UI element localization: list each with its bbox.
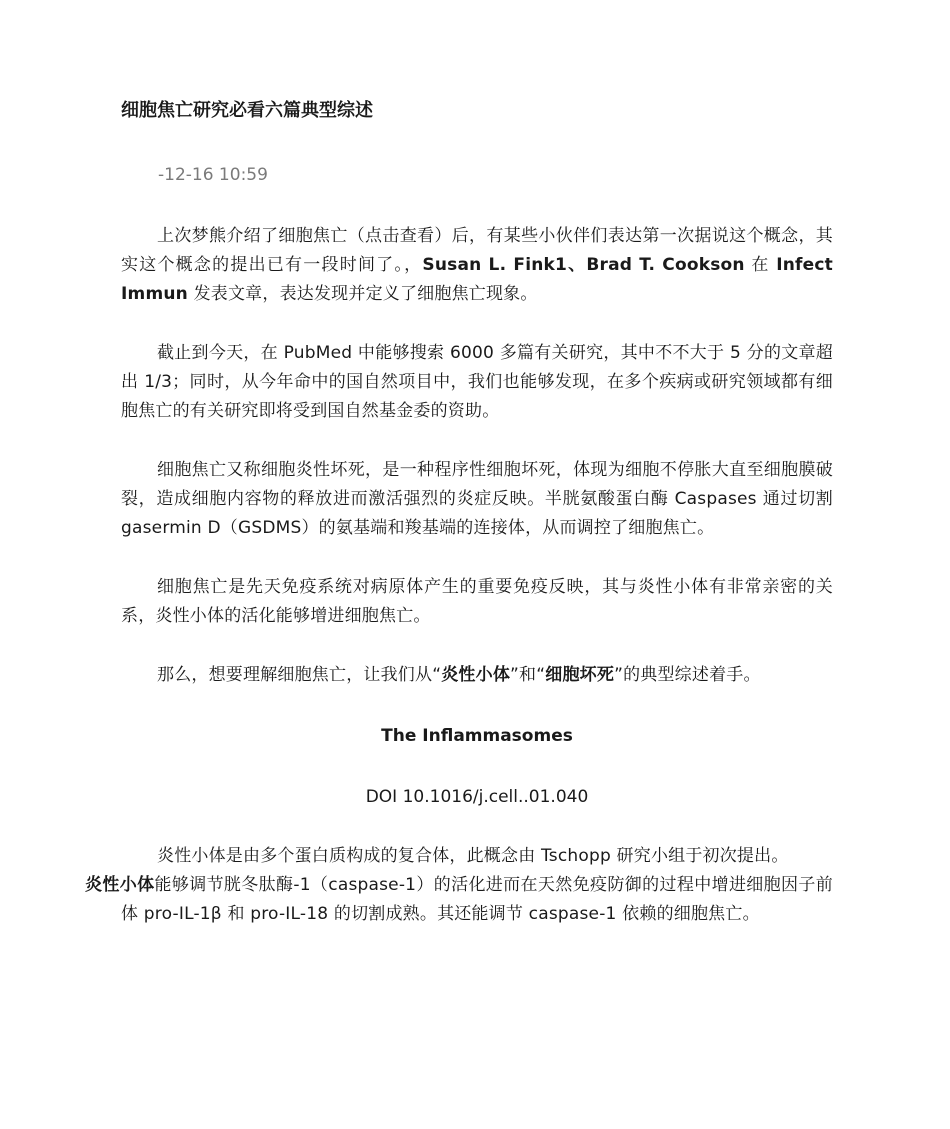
doi-reference: DOI 10.1016/j.cell..01.040 xyxy=(365,787,589,807)
paragraph-reviews xyxy=(121,661,833,690)
intro-text: 上次梦熊介绍了细胞焦亡（点击查看）后，有某些小伙伴们表达第一次据说这个概念，其实这个概念的提出已有一段时间了。， xyxy=(121,226,833,275)
paragraph-inflammasome xyxy=(85,842,833,929)
inflammasome-text-1: 炎性小体是由多个蛋白质构成的复合体，此概念由 Tschopp 研究小组于初次提出。 xyxy=(157,846,789,866)
intro-connector: 在 xyxy=(744,255,777,275)
inflammasome-text-2: 能够调节胱冬肽酶-1（caspase-1）的活化进而在天然免疫防御的过程中增进细胞因子前体 pro-IL-1β 和 pro-IL-18 的切割成熟。其还能调节 caspase-1 依赖的细胞焦亡。 xyxy=(121,875,833,924)
paragraph-intro xyxy=(121,222,833,309)
paragraph-pubmed: 截止到今天，在 PubMed 中能够搜索 6000 多篇有关研究，其中不不大于 5 分的文章超出 1/3；同时，从今年命中的国自然项目中，我们也能够发现，在多个疾病或研究领域都有细胞焦亡的有关研究即将受到国自然基金委的资助。 xyxy=(121,343,833,421)
paragraph-definition: 细胞焦亡又称细胞炎性坏死，是一种程序性细胞坏死，体现为细胞不停胀大直至细胞膜破裂，造成细胞内容物的释放进而激活强烈的炎症反映。半胱氨酸蛋白酶 Caspases 通过切割 gasermin D（GSDMS）的氨基端和羧基端的连接体，从而调控了细胞焦亡。 xyxy=(121,460,833,538)
term-necrosis: 细胞坏死 xyxy=(545,665,615,685)
article-title: 细胞焦亡研究必看六篇典型综述 xyxy=(121,100,373,121)
reviews-text-3: ”的典型综述着手。 xyxy=(614,665,761,685)
reviews-text-2: ”和“ xyxy=(510,665,546,685)
reviews-text-1: 那么，想要理解细胞焦亡，让我们从“ xyxy=(157,665,442,685)
authors: Susan L. Fink1、Brad T. Cookson xyxy=(422,255,745,275)
section-title: The Inflammasomes xyxy=(381,726,573,746)
term-inflammasome: 炎性小体 xyxy=(441,665,511,685)
term-inflammasome-2: 炎性小体 xyxy=(85,875,155,895)
paragraph-immunity: 细胞焦亡是先天免疫系统对病原体产生的重要免疫反映，其与炎性小体有非常亲密的关系，炎性小体的活化能够增进细胞焦亡。 xyxy=(121,577,833,626)
publish-date: -12-16 10:59 xyxy=(158,165,268,185)
intro-end: 发表文章，表达发现并定义了细胞焦亡现象。 xyxy=(187,284,538,304)
journal-name: Infect Immun xyxy=(121,255,833,304)
article xyxy=(85,98,833,929)
